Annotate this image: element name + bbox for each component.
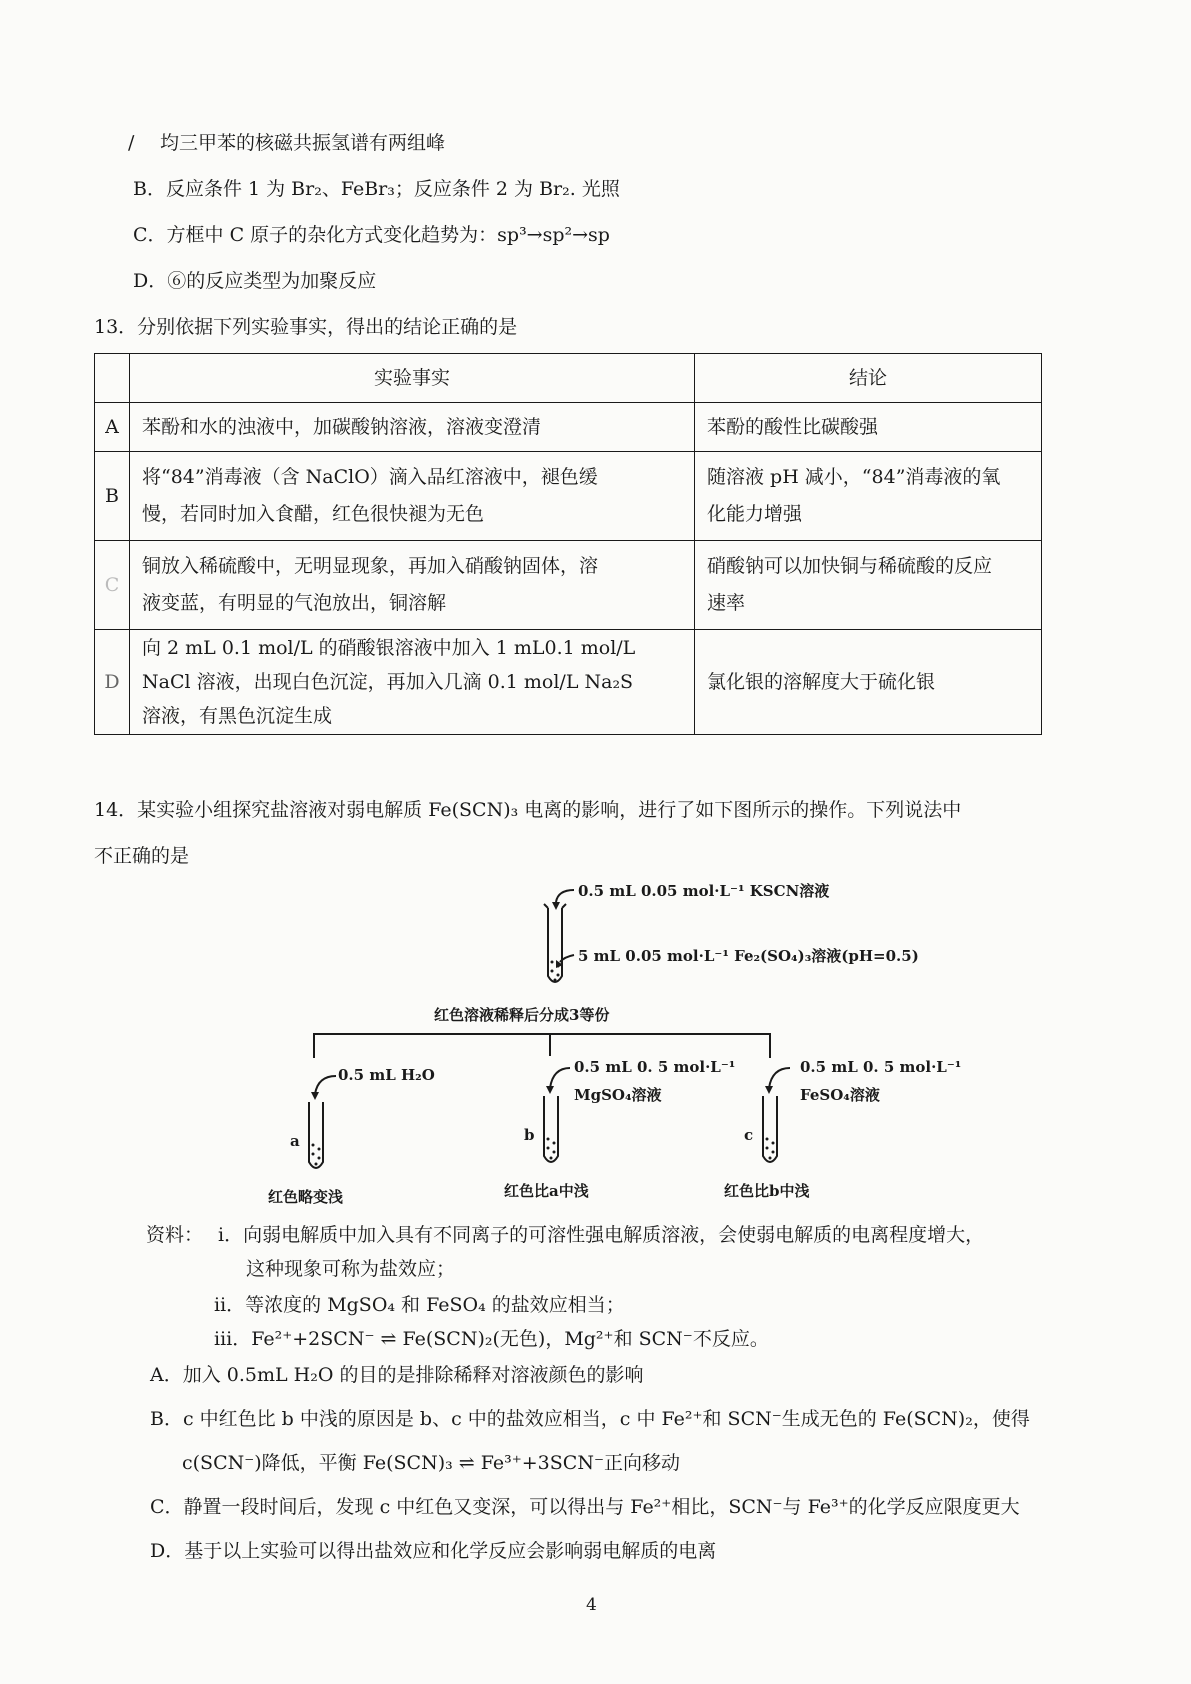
q14-option-c: C．静置一段时间后，发现 c 中红色又变深，可以得出与 Fe²⁺相比，SCN⁻与 Fe³⁺的化学反应限度更大 <box>150 1496 1020 1518</box>
q14-option-b-line-1: B．c 中红色比 b 中浅的原因是 b、c 中的盐效应相当，c 中 Fe²⁺和 SCN⁻生成无色的 Fe(SCN)₂，使得 <box>150 1408 1030 1430</box>
tube-c-arrowhead <box>765 1086 773 1094</box>
tube-c <box>763 1096 777 1162</box>
row-label: C <box>95 541 130 630</box>
diagram-top-add-label: 0.5 mL 0.05 mol·L⁻¹ KSCN溶液 <box>578 882 830 900</box>
row-fact-line-2: NaCl 溶液，出现白色沉淀，再加入几滴 0.1 mol/L Na₂S <box>142 671 634 693</box>
tube-b <box>544 1096 558 1162</box>
q14-option-b-line-2: c(SCN⁻)降低，平衡 Fe(SCN)₃ ⇌ Fe³⁺+3SCN⁻正向移动 <box>182 1452 680 1474</box>
tube-b-result: 红色比a中浅 <box>504 1182 589 1200</box>
row-conclusion-line-2: 化能力增强 <box>707 503 803 525</box>
row-conclusion-line-2: 速率 <box>707 592 746 614</box>
tube-a-label: a <box>290 1132 300 1150</box>
row-fact-line-2: 慢，若同时加入食醋，红色很快褪为无色 <box>142 503 485 525</box>
tube-a-arrow <box>315 1076 336 1094</box>
row-fact-line-1: 向 2 mL 0.1 mol/L 的硝酸银溶液中加入 1 mL0.1 mol/L <box>142 637 636 659</box>
diagram-split-label: 红色溶液稀释后分成3等份 <box>434 1006 610 1024</box>
stray-mark: ∕ <box>128 132 135 154</box>
row-fact-line-1: 将“84”消毒液（含 NaClO）滴入品红溶液中，褪色缓 <box>142 466 598 488</box>
tube-c-arrow <box>769 1068 790 1088</box>
row-label: D <box>95 630 130 735</box>
q14-stem-line-1: 14．某实验小组探究盐溶液对弱电解质 Fe(SCN)₃ 电离的影响，进行了如下图所示的操作。下列说法中 <box>94 799 962 821</box>
diagram-b-add-label-2: MgSO₄溶液 <box>574 1086 662 1104</box>
q14-option-a: A．加入 0.5mL H₂O 的目的是排除稀释对溶液颜色的影响 <box>150 1364 644 1386</box>
info-item-2: ⅱ．等浓度的 MgSO₄ 和 FeSO₄ 的盐效应相当； <box>214 1294 625 1316</box>
info-item-1a: ⅰ．向弱电解质中加入具有不同离子的可溶性强电解质溶液，会使弱电解质的电离程度增大， <box>218 1224 985 1246</box>
diagram-b-add-label-1: 0.5 mL 0. 5 mol·L⁻¹ <box>574 1058 736 1076</box>
q12-option-b: B．反应条件 1 为 Br₂、FeBr₃；反应条件 2 为 Br₂. 光照 <box>133 178 620 200</box>
tube-c-result: 红色比b中浅 <box>724 1182 810 1200</box>
q13-stem: 13．分别依据下列实验事实，得出的结论正确的是 <box>94 316 518 338</box>
page-number: 4 <box>586 1595 597 1615</box>
row-conclusion: 氯化银的溶解度大于硫化银 <box>695 630 1042 735</box>
info-label: 资料： <box>146 1224 204 1246</box>
row-fact-line-1: 铜放入稀硫酸中，无明显现象，再加入硝酸钠固体，溶 <box>142 555 599 577</box>
table-header-conclusion: 结论 <box>695 354 1042 403</box>
q12-statement-a: 均三甲苯的核磁共振氢谱有两组峰 <box>160 132 446 154</box>
top-add-arrow <box>556 890 574 902</box>
tube-c-label: c <box>744 1126 754 1144</box>
row-label: B <box>95 452 130 541</box>
top-test-tube <box>548 908 562 982</box>
top-add-arrowhead <box>552 902 560 910</box>
split-bracket <box>314 1034 770 1058</box>
q12-option-d: D．⑥的反应类型为加聚反应 <box>133 270 377 292</box>
row-fact: 苯酚和水的浊液中，加碳酸钠溶液，溶液变澄清 <box>130 403 695 452</box>
diagram-c-add-label-2: FeSO₄溶液 <box>800 1086 880 1104</box>
row-fact-line-2: 液变蓝，有明显的气泡放出，铜溶解 <box>142 592 447 614</box>
q12-option-c-text: C．方框中 C 原子的杂化方式变化趋势为： <box>133 224 498 246</box>
tube-b-arrow <box>550 1068 570 1088</box>
row-conclusion-line-1: 随溶液 pH 减小，“84”消毒液的氧 <box>707 466 1001 488</box>
row-label: A <box>95 403 130 452</box>
tube-b-arrowhead <box>546 1086 554 1094</box>
diagram-c-add-label-1: 0.5 mL 0. 5 mol·L⁻¹ <box>800 1058 962 1076</box>
tube-b-label: b <box>524 1126 535 1144</box>
q14-stem-line-2: 不正确的是 <box>94 845 190 867</box>
tube-a-arrowhead <box>311 1092 319 1100</box>
diagram-top-base-label: 5 mL 0.05 mol·L⁻¹ Fe₂(SO₄)₃溶液(pH=0.5) <box>578 947 919 965</box>
info-item-3: ⅲ．Fe²⁺+2SCN⁻ ⇌ Fe(SCN)₂(无色)，Mg²⁺和 SCN⁻不反应。 <box>214 1328 769 1350</box>
q14-option-d: D．基于以上实验可以得出盐效应和化学反应会影响弱电解质的电离 <box>150 1540 717 1562</box>
tube-a-result: 红色略变浅 <box>268 1188 344 1206</box>
row-conclusion: 苯酚的酸性比碳酸强 <box>695 403 1042 452</box>
diagram-a-add-label: 0.5 mL H₂O <box>338 1066 435 1084</box>
row-conclusion-line-1: 硝酸钠可以加快铜与稀硫酸的反应 <box>707 555 993 577</box>
table-header-fact: 实验事实 <box>130 354 695 403</box>
tube-a <box>309 1102 323 1168</box>
info-item-1b: 这种现象可称为盐效应； <box>246 1258 456 1280</box>
row-fact-line-3: 溶液，有黑色沉淀生成 <box>142 705 333 727</box>
q12-option-c-formula: sp³→sp²→sp <box>497 224 610 246</box>
